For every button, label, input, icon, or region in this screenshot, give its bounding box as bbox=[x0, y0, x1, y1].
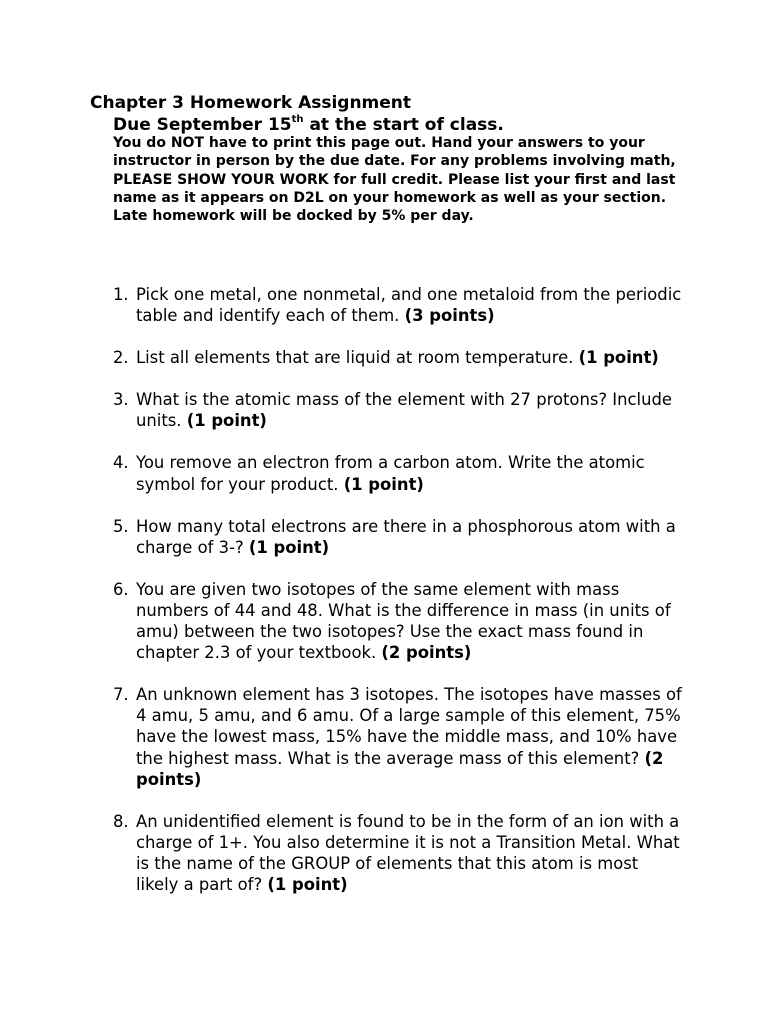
instructions-paragraph: You do NOT have to print this page out. Hand your answers to your instructor in person by the due date. For any problems involving math, PLEASE SHOW YOUR WORK for full credit. Please list your first and last name as it appears on D2L on your homework as well as your section. Late homework will be docked by 5% per day. bbox=[113, 135, 676, 225]
question-item bbox=[113, 579, 683, 663]
question-number: 6. bbox=[113, 579, 129, 599]
question-number: 4. bbox=[113, 453, 129, 473]
question-points: (1 point) bbox=[343, 474, 424, 494]
question-points: (3 points) bbox=[404, 306, 495, 326]
question-item bbox=[113, 684, 683, 789]
due-date-line bbox=[113, 114, 504, 136]
question-item bbox=[113, 389, 683, 431]
question-item bbox=[113, 811, 683, 895]
question-number: 1. bbox=[113, 285, 129, 304]
question-number: 2. bbox=[113, 348, 129, 368]
question-list bbox=[113, 284, 683, 916]
question-points: (2 points) bbox=[136, 748, 664, 789]
question-points: (1 point) bbox=[186, 411, 267, 431]
document-title: Chapter 3 Homework Assignment bbox=[90, 93, 412, 113]
question-text: Pick one metal, one nonmetal, and one metaloid from the periodic table and identify each of them. bbox=[136, 285, 682, 326]
question-number: 7. bbox=[113, 685, 129, 705]
question-text: What is the atomic mass of the element with 27 protons? Include units. bbox=[136, 390, 672, 431]
question-text: An unidentified element is found to be in the form of an ion with a charge of 1+. You also determine it is not a Transition Metal. What is the name of the GROUP of elements that this atom is most likely a part of? bbox=[136, 811, 680, 894]
question-number: 5. bbox=[113, 516, 129, 536]
question-points: (1 point) bbox=[578, 348, 659, 368]
question-item bbox=[113, 347, 683, 368]
question-text: List all elements that are liquid at room temperature. bbox=[136, 348, 579, 368]
question-number: 8. bbox=[113, 811, 129, 831]
due-date-ordinal: th bbox=[291, 114, 304, 126]
question-item bbox=[113, 284, 683, 326]
due-date-tail: at the start of class. bbox=[303, 115, 504, 135]
question-text: You remove an electron from a carbon atom. Write the atomic symbol for your product. bbox=[136, 453, 645, 494]
due-date-text: Due September 15 bbox=[113, 115, 292, 135]
question-points: (1 point) bbox=[267, 874, 348, 894]
question-item bbox=[113, 516, 683, 558]
question-number: 3. bbox=[113, 390, 129, 410]
question-points: (2 points) bbox=[381, 643, 472, 663]
question-points: (1 point) bbox=[248, 537, 330, 557]
question-text: An unknown element has 3 isotopes. The isotopes have masses of 4 amu, 5 amu, and 6 amu. Of a large sample of this element, 75% have the lowest mass, 15% have the middle mass, and 10% have the highest mass. What is the average mass of this element? bbox=[136, 685, 682, 768]
question-text: How many total electrons are there in a phosphorous atom with a charge of 3-? bbox=[136, 516, 676, 557]
question-text: You are given two isotopes of the same element with mass numbers of 44 and 48. What is the difference in mass (in units of amu) between the two isotopes? Use the exact mass found in chapter 2.3 of your textbook. bbox=[136, 579, 671, 663]
question-item bbox=[113, 452, 683, 494]
